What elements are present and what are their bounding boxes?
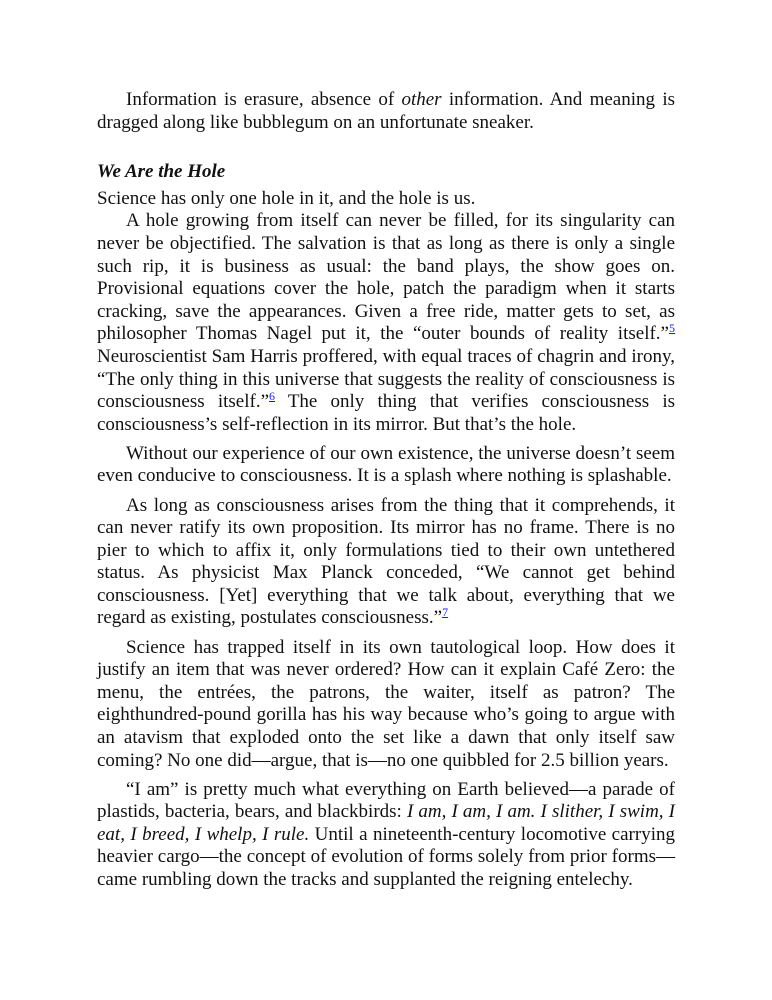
paragraph-tautology: Science has trapped itself in its own tautological loop. How does it justify an item that was never ordered? How can it explain Café Zero: the menu, the entrées, the patrons, the waiter, itself as patron? The eighthundred-pound gorilla has his way because who’s going to argue with an atavism that exploded onto the set like a dawn that only itself saw coming? No one did—argue, that is—no one quibbled for 2.5 billion years. (97, 636, 675, 771)
paragraph-hole (97, 210, 675, 436)
book-page (97, 89, 675, 892)
paragraph-text: A hole growing from itself can never be filled, for its singularity can never be objectified. The salvation is that as long as there is only a single such rip, it is business as usual: the band plays, the show goes on. Provisional equations cover the hole, patch the paradigm when it starts cracking, save the appearances. Given a free ride, matter gets to set, as philosopher Thomas Nagel put it, the “outer bounds of reality itself.” (97, 210, 675, 345)
paragraph-text: Until a nineteenth-century locomotive carrying heavier cargo—the concept of evolution of forms solely from prior forms—came rumbling down the tracks and supplanted the reigning entelechy. (97, 823, 675, 890)
opening-emphasis: other (401, 89, 442, 110)
section-lead-paragraph: Science has only one hole in it, and the hole is us. (97, 187, 476, 209)
paragraph-emphasis: I am, I am, I am. I slither, I swim, I eat, I breed, I whelp, I rule. (97, 801, 675, 845)
opening-paragraph (97, 89, 675, 134)
footnote-link-5[interactable]: 5 (669, 321, 675, 336)
footnote-link-6[interactable]: 6 (269, 389, 275, 404)
paragraph-text: As long as consciousness arises from the thing that it comprehends, it can never ratify its own proposition. Its mirror has no frame. There is no pier to which to affix it, only formulations tied to their own untethered status. As physicist Max Planck conceded, “We cannot get behind consciousness. [Yet] everything that we talk about, everything that we regard as existing, postulates consciousness.” (97, 494, 675, 629)
section-heading: We Are the Hole (97, 161, 226, 183)
opening-text: Information is erasure, absence of (126, 89, 402, 110)
paragraph-experience: Without our experience of our own existence, the universe doesn’t seem even conducive to consciousness. It is a splash where nothing is splashable. (97, 442, 675, 487)
paragraph-text: The only thing that verifies consciousness is consciousness’s self-reflection in its mirror. But that’s the hole. (97, 391, 675, 435)
paragraph-mirror (97, 495, 675, 631)
opening-text-end: information. And meaning is dragged along like bubblegum on an unfortunate sneaker. (97, 89, 675, 133)
paragraph-text: Neuroscientist Sam Harris proffered, with equal traces of chagrin and irony, “The only thing in this universe that suggests the reality of consciousness is consciousness itself.” (97, 345, 675, 413)
footnote-link-7[interactable]: 7 (442, 605, 449, 620)
paragraph-text: “I am” is pretty much what everything on Earth believed—a parade of plastids, bacteria, bears, and blackbirds: (97, 778, 675, 823)
paragraph-i-am (97, 779, 675, 892)
